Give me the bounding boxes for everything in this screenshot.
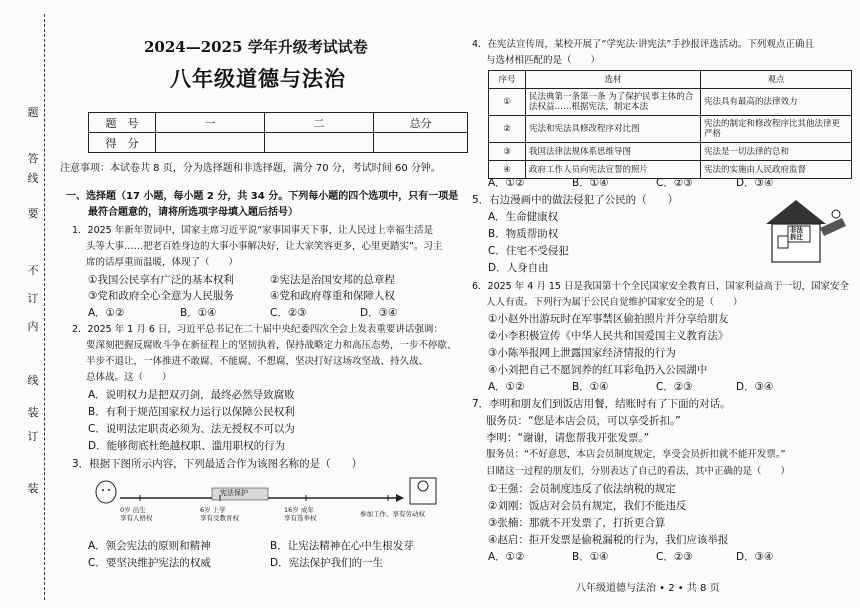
q4-table-header: 序号	[489, 71, 526, 89]
q4-stem: 与选材相匹配的是（ ）	[486, 55, 601, 66]
q1-item: ③党和政府全心全意为人民服务	[88, 290, 234, 302]
q2-option-d[interactable]: D．能够彻底杜绝越权职、滥用职权的行为	[88, 440, 286, 452]
q3-timeline-figure	[88, 476, 456, 528]
binding-char: 内	[27, 320, 39, 333]
q4-row-view: 宪法的实施由人民政府监督	[701, 161, 852, 179]
score-table-header: 题 号	[89, 113, 156, 133]
q6-item: ①小赵外出游玩时在军事禁区偷拍照片并分享给朋友	[488, 313, 729, 325]
exam-title: 2024—2025 学年升级考试试卷	[144, 38, 368, 56]
q2-stem: 2．2025 年 1 月 6 日，习近平总书记在二十届中央纪委四次全会上发表重要讲话强调：	[72, 324, 443, 335]
q5-option-b[interactable]: B．物质帮助权	[488, 228, 559, 240]
q4-row-num: ③	[489, 143, 526, 161]
q7-option-b[interactable]: B．①④	[572, 551, 609, 563]
score-table	[88, 112, 468, 153]
timeline-label: 6岁 上学 享有受教育权	[200, 506, 239, 522]
subject-title: 八年级道德与法治	[170, 67, 346, 91]
q4-stem: 4．在宪法宣传周，某校开展了“学宪法·讲宪法”手抄报评选活动。下列观点正确且	[472, 39, 814, 50]
q1-item: ②宪法是治国安邦的总章程	[270, 274, 395, 286]
q4-row-num: ④	[489, 161, 526, 179]
q7-item: ④赵启：拒开发票是偷税漏税的行为，我们应该举报	[488, 534, 729, 546]
q7-stem: 目睹这一过程的朋友们，分别表达了自己的看法，其中正确的是（ ）	[486, 466, 791, 477]
q6-item: ③小陈举报网上泄露国家经济情报的行为	[488, 347, 676, 359]
q4-row-material: 民法典第一条第一条 为了保护民事主体的合法权益……根据宪法，制定本法	[526, 89, 701, 116]
score-table-label: 得 分	[89, 133, 156, 153]
q1-item: ④党和政府尊重和保障人权	[270, 290, 395, 302]
q7-option-a[interactable]: A．①②	[488, 551, 525, 563]
binding-char: 订	[27, 430, 39, 443]
section1-heading: 一、选择题（17 小题，每小题 2 分，共 34 分。下列每小题的四个选项中，只有一项是	[66, 191, 459, 202]
q2-stem: 总体战。这（ ）	[86, 372, 172, 383]
q5-stem: 5．右边漫画中的做法侵犯了公民的（ ）	[472, 194, 679, 206]
q4-row-material: 宪法和宪法具修改程序对比图	[526, 116, 701, 143]
q7-item: ②刘刚：饭店对会员有规定，我们不能违反	[488, 500, 687, 512]
q7-item: ①王强：会员制度违反了依法纳税的规定	[488, 483, 676, 495]
q4-row-material: 政府工作人员向宪法宣誓的照片	[526, 161, 701, 179]
notice-text: 注意事项：本试卷共 8 页，分为选择题和非选择题，满分 70 分，考试时间 60 分钟。	[60, 163, 441, 174]
q1-option-c[interactable]: C．②③	[270, 307, 307, 319]
binding-char: 要	[27, 207, 39, 220]
q2-option-b[interactable]: B．有利于规范国家权力运行以保障公民权利	[88, 406, 295, 418]
binding-char: 线	[27, 374, 39, 387]
score-cell[interactable]	[156, 133, 265, 153]
q1-item: ①我国公民享有广泛的基本权利	[88, 274, 234, 286]
q4-row-view: 宪法的制定和修改程序比其他法律更严格	[701, 116, 852, 143]
q3-option-a[interactable]: A．领会宪法的原则和精神	[88, 540, 211, 552]
q6-option-c[interactable]: C．②③	[656, 381, 693, 393]
house-illustration	[762, 196, 848, 266]
q5-option-d[interactable]: D．人身自由	[488, 262, 549, 274]
q1-option-a[interactable]: A．①②	[88, 307, 125, 319]
q4-row-view: 宪法具有最高的法律效力	[701, 89, 852, 116]
score-table-header: 总分	[374, 113, 468, 133]
q3-option-b[interactable]: B．让宪法精神在心中生根发芽	[270, 540, 414, 552]
q3-option-c[interactable]: C．要坚决维护宪法的权威	[88, 557, 211, 569]
q1-stem: 头等大事……把老百姓身边的大事小事解决好，让大家笑容更多，心里更踏实”。习主	[86, 241, 443, 252]
q1-option-d[interactable]: D．③④	[360, 307, 398, 319]
binding-char: 装	[27, 406, 39, 419]
q4-table	[488, 70, 852, 179]
q2-option-c[interactable]: C．说明法定职责必须为、法无授权不可以为	[88, 423, 295, 435]
score-table-header: 二	[265, 113, 374, 133]
binding-char: 线	[27, 172, 39, 185]
q7-item: ③张楠：那就不开发票了，打折更合算	[488, 517, 666, 529]
q4-option-a[interactable]: A．①②	[488, 177, 525, 189]
q4-option-c[interactable]: C．②③	[656, 177, 693, 189]
q4-table-header: 观点	[701, 71, 852, 89]
q6-option-b[interactable]: B．①④	[572, 381, 609, 393]
timeline-label: 16岁 成年 享有选举权	[284, 506, 317, 522]
binding-dashed-line	[44, 14, 45, 600]
q7-option-c[interactable]: C．②③	[656, 551, 693, 563]
q6-stem: 人人有责。下列行为属于公民自觉维护国家安全的是（ ）	[486, 297, 743, 308]
q7-option-d[interactable]: D．③④	[736, 551, 774, 563]
q1-stem: 1．2025 年新年贺词中，国家主席习近平说“家事国事天下事，让人民过上幸福生活是	[72, 225, 434, 236]
q4-row-view: 宪法是一切法律的总和	[701, 143, 852, 161]
cartoon-sign: 非法 拆迁	[790, 226, 803, 241]
q3-stem: 3．根据下图所示内容，下列最适合作为该图名称的是（ ）	[72, 458, 363, 470]
timeline-label: 参加工作、享有劳动权	[360, 510, 425, 518]
q7-dialog: 服务员：“您是本店会员，可以享受折扣。”	[486, 415, 681, 427]
q4-option-d[interactable]: D．③④	[736, 177, 774, 189]
q4-row-num: ②	[489, 116, 526, 143]
section1-heading: 最符合题意的，请将所选项字母填入题后括号）	[88, 207, 298, 218]
q4-row-material: 我国法律法规体系思维导图	[526, 143, 701, 161]
q4-option-b[interactable]: B．①④	[572, 177, 609, 189]
q6-item: ④小刘把自己不愿饲养的红耳彩龟扔入公园湖中	[488, 364, 708, 376]
q7-stem: 7．李明和朋友们到饭店用餐，结账时有了下面的对话。	[472, 398, 731, 410]
q6-option-d[interactable]: D．③④	[736, 381, 774, 393]
q5-option-c[interactable]: C．住宅不受侵犯	[488, 245, 569, 257]
q1-option-b[interactable]: B．①④	[180, 307, 217, 319]
q1-stem: 席的话厚重而温暖，体现了（ ）	[86, 257, 239, 268]
q3-option-d[interactable]: D．宪法保护我们的一生	[270, 557, 384, 569]
q7-dialog: 服务员：“不好意思，本店会员制度规定，享受会员折扣就不能开发票。”	[486, 449, 786, 460]
q6-stem: 6．2025 年 4 月 15 日是我国第十个全民国家安全教育日，国家利益高于一切，国家安全	[472, 281, 849, 292]
binding-char: 订	[27, 292, 39, 305]
q4-row-num: ①	[489, 89, 526, 116]
timeline-label: 0岁 出生 享有人格权	[120, 506, 153, 522]
page-footer: 八年级道德与法治 • 2 • 共 8 页	[576, 583, 720, 594]
binding-char: 答	[27, 152, 39, 165]
q7-dialog: 李明：“谢谢，请您帮我开张发票。”	[486, 432, 650, 444]
q2-stem: 半步不退让，一体推进不敢腐、不能腐、不想腐，坚决打好这场攻坚战、持久战、	[86, 356, 429, 367]
q4-table-header: 选材	[526, 71, 701, 89]
binding-char: 题	[27, 106, 39, 119]
timeline-banner: 宪法保护	[220, 489, 248, 497]
score-cell[interactable]	[265, 133, 374, 153]
q6-item: ②小李积极宣传《中华人民共和国爱国主义教育法》	[488, 330, 729, 342]
binding-char: 装	[27, 482, 39, 495]
q2-option-a[interactable]: A．说明权力是把双刃剑，最终必然导致腐败	[88, 389, 295, 401]
score-table-header: 一	[156, 113, 265, 133]
binding-char: 不	[27, 264, 39, 277]
q6-option-a[interactable]: A．①②	[488, 381, 525, 393]
q5-option-a[interactable]: A．生命健康权	[488, 211, 559, 223]
q2-stem: 要深刻把握反腐败斗争在新征程上的坚韧执着，保持战略定力和高压态势，一步不停歇、	[86, 340, 457, 351]
score-cell[interactable]	[374, 133, 468, 153]
q5-cartoon	[762, 196, 848, 266]
